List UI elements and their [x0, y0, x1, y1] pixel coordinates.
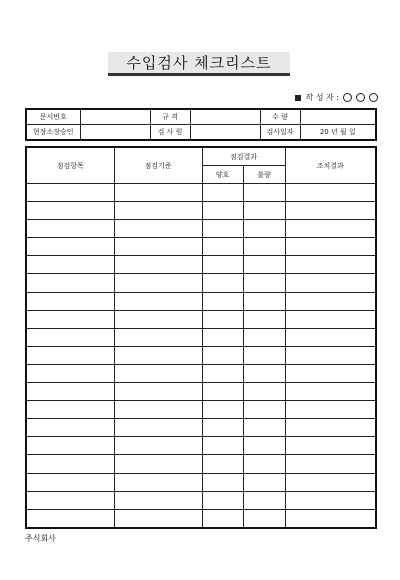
- criteria-cell[interactable]: [114, 401, 202, 419]
- action-cell[interactable]: [285, 401, 376, 419]
- table-row: [26, 364, 376, 382]
- item-cell[interactable]: [26, 455, 114, 473]
- action-cell[interactable]: [285, 364, 376, 382]
- action-cell[interactable]: [285, 383, 376, 401]
- table-row: [26, 256, 376, 274]
- bad-cell[interactable]: [243, 310, 285, 328]
- col-result-header: 점검결과: [202, 147, 285, 166]
- table-row: [26, 383, 376, 401]
- check-table: [25, 146, 377, 529]
- criteria-cell[interactable]: [114, 419, 202, 437]
- company-footer: 주식회사: [25, 534, 56, 543]
- table-row: [26, 292, 376, 310]
- inspection-date-label: 검사일자: [260, 125, 300, 141]
- action-cell[interactable]: [285, 437, 376, 455]
- item-cell[interactable]: [26, 256, 114, 274]
- col-criteria-header: 점검기준: [114, 147, 202, 184]
- bad-cell[interactable]: [243, 473, 285, 491]
- doc-no-field[interactable]: [80, 109, 150, 125]
- good-cell[interactable]: [202, 328, 243, 346]
- criteria-cell[interactable]: [114, 364, 202, 382]
- criteria-cell[interactable]: [114, 256, 202, 274]
- criteria-cell[interactable]: [114, 491, 202, 509]
- bad-cell[interactable]: [243, 364, 285, 382]
- writer-label: 작 성 자 :: [305, 93, 339, 102]
- table-row: [26, 419, 376, 437]
- page-title: 수입검사 체크리스트: [108, 52, 290, 76]
- item-cell[interactable]: [26, 491, 114, 509]
- table-row: [26, 220, 376, 238]
- table-row: [26, 346, 376, 364]
- item-cell[interactable]: [26, 220, 114, 238]
- item-cell[interactable]: [26, 401, 114, 419]
- criteria-cell[interactable]: [114, 274, 202, 292]
- square-bullet-icon: [295, 95, 301, 101]
- good-cell[interactable]: [202, 184, 243, 202]
- col-action-header: 조치결과: [285, 147, 376, 184]
- criteria-cell[interactable]: [114, 383, 202, 401]
- bad-cell[interactable]: [243, 220, 285, 238]
- item-cell[interactable]: [26, 364, 114, 382]
- item-cell[interactable]: [26, 437, 114, 455]
- qty-label: 수 량: [260, 109, 300, 125]
- good-cell[interactable]: [202, 202, 243, 220]
- criteria-cell[interactable]: [114, 455, 202, 473]
- site-approval-field[interactable]: [80, 125, 150, 141]
- bad-cell[interactable]: [243, 491, 285, 509]
- action-cell[interactable]: [285, 220, 376, 238]
- table-row: [26, 274, 376, 292]
- circle-placeholder-icon: [369, 93, 378, 102]
- action-cell[interactable]: [285, 274, 376, 292]
- criteria-cell[interactable]: [114, 346, 202, 364]
- item-cell[interactable]: [26, 328, 114, 346]
- bad-cell[interactable]: [243, 238, 285, 256]
- criteria-cell[interactable]: [114, 473, 202, 491]
- table-row: [26, 437, 376, 455]
- spec-label: 규 격: [150, 109, 190, 125]
- table-row: [26, 310, 376, 328]
- bad-cell[interactable]: [243, 256, 285, 274]
- good-cell[interactable]: [202, 274, 243, 292]
- action-cell[interactable]: [285, 455, 376, 473]
- action-cell[interactable]: [285, 238, 376, 256]
- bad-cell[interactable]: [243, 346, 285, 364]
- bad-cell[interactable]: [243, 383, 285, 401]
- action-cell[interactable]: [285, 509, 376, 528]
- info-table: [25, 108, 377, 141]
- good-cell[interactable]: [202, 437, 243, 455]
- action-cell[interactable]: [285, 491, 376, 509]
- doc-no-label: 문서번호: [26, 109, 80, 125]
- good-cell[interactable]: [202, 401, 243, 419]
- action-cell[interactable]: [285, 419, 376, 437]
- good-cell[interactable]: [202, 364, 243, 382]
- bad-cell[interactable]: [243, 455, 285, 473]
- bad-cell[interactable]: [243, 437, 285, 455]
- table-row: [26, 184, 376, 202]
- criteria-cell[interactable]: [114, 509, 202, 528]
- good-cell[interactable]: [202, 346, 243, 364]
- criteria-cell[interactable]: [114, 202, 202, 220]
- check-table-body: [26, 184, 376, 528]
- good-cell[interactable]: [202, 491, 243, 509]
- bad-cell[interactable]: [243, 419, 285, 437]
- item-cell[interactable]: [26, 383, 114, 401]
- col-item-header: 점검항목: [26, 147, 114, 184]
- item-cell[interactable]: [26, 509, 114, 528]
- criteria-cell[interactable]: [114, 184, 202, 202]
- inspector-field[interactable]: [190, 125, 260, 141]
- circle-placeholder-icon: [356, 93, 365, 102]
- good-cell[interactable]: [202, 509, 243, 528]
- good-cell[interactable]: [202, 292, 243, 310]
- writer-line: [295, 92, 378, 103]
- table-row: [26, 509, 376, 528]
- item-cell[interactable]: [26, 238, 114, 256]
- bad-cell[interactable]: [243, 184, 285, 202]
- action-cell[interactable]: [285, 256, 376, 274]
- criteria-cell[interactable]: [114, 220, 202, 238]
- criteria-cell[interactable]: [114, 437, 202, 455]
- spec-field[interactable]: [190, 109, 260, 125]
- good-cell[interactable]: [202, 455, 243, 473]
- criteria-cell[interactable]: [114, 238, 202, 256]
- table-row: [26, 491, 376, 509]
- circle-placeholder-icon: [343, 93, 352, 102]
- bad-cell[interactable]: [243, 328, 285, 346]
- item-cell[interactable]: [26, 184, 114, 202]
- table-row: [26, 473, 376, 491]
- action-cell[interactable]: [285, 328, 376, 346]
- item-cell[interactable]: [26, 473, 114, 491]
- item-cell[interactable]: [26, 292, 114, 310]
- action-cell[interactable]: [285, 292, 376, 310]
- good-cell[interactable]: [202, 419, 243, 437]
- site-approval-label: 현장소장승인: [26, 125, 80, 141]
- good-cell[interactable]: [202, 238, 243, 256]
- action-cell[interactable]: [285, 310, 376, 328]
- good-cell[interactable]: [202, 473, 243, 491]
- table-row: [26, 455, 376, 473]
- qty-field[interactable]: [300, 109, 376, 125]
- action-cell[interactable]: [285, 346, 376, 364]
- item-cell[interactable]: [26, 346, 114, 364]
- item-cell[interactable]: [26, 419, 114, 437]
- inspection-date-field[interactable]: 20 년 월 일: [300, 125, 376, 141]
- col-bad-header: 불량: [243, 166, 285, 184]
- table-row: [26, 328, 376, 346]
- bad-cell[interactable]: [243, 202, 285, 220]
- bad-cell[interactable]: [243, 401, 285, 419]
- bad-cell[interactable]: [243, 509, 285, 528]
- col-good-header: 양호: [202, 166, 243, 184]
- item-cell[interactable]: [26, 274, 114, 292]
- criteria-cell[interactable]: [114, 292, 202, 310]
- good-cell[interactable]: [202, 256, 243, 274]
- action-cell[interactable]: [285, 202, 376, 220]
- criteria-cell[interactable]: [114, 310, 202, 328]
- bad-cell[interactable]: [243, 274, 285, 292]
- table-row: [26, 202, 376, 220]
- good-cell[interactable]: [202, 220, 243, 238]
- bad-cell[interactable]: [243, 292, 285, 310]
- good-cell[interactable]: [202, 383, 243, 401]
- criteria-cell[interactable]: [114, 328, 202, 346]
- action-cell[interactable]: [285, 184, 376, 202]
- good-cell[interactable]: [202, 310, 243, 328]
- table-row: [26, 401, 376, 419]
- item-cell[interactable]: [26, 202, 114, 220]
- inspector-label: 검 사 원: [150, 125, 190, 141]
- item-cell[interactable]: [26, 310, 114, 328]
- table-row: [26, 238, 376, 256]
- action-cell[interactable]: [285, 473, 376, 491]
